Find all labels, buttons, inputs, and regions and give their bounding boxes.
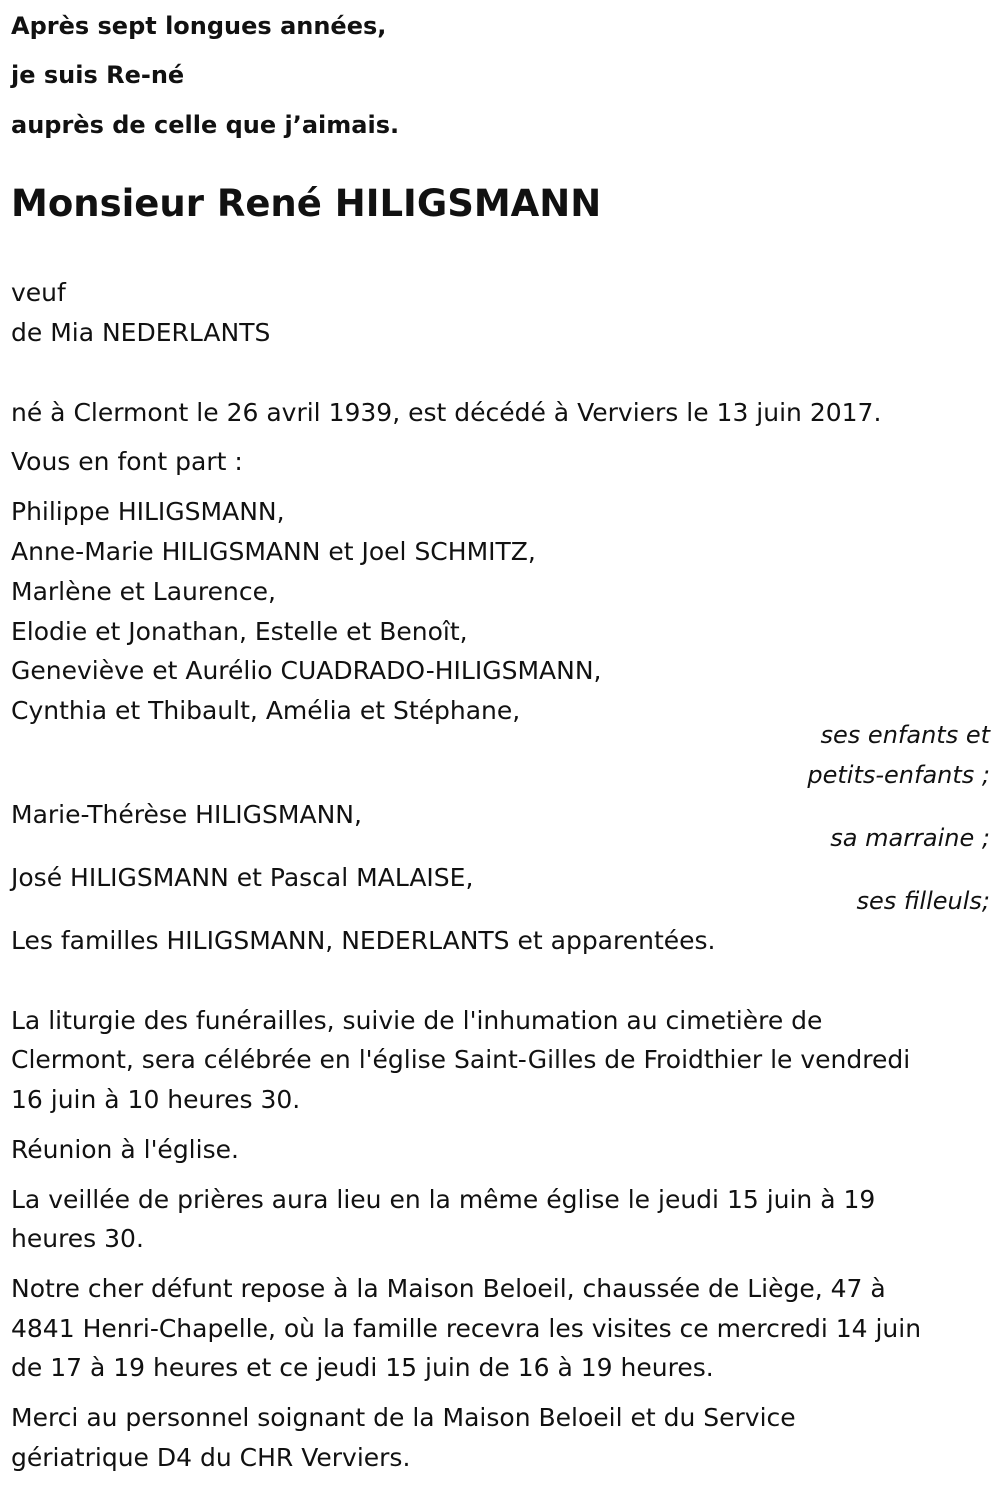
epigraph-line: je suis Re-né xyxy=(11,61,185,89)
meeting-line: Réunion à l'église. xyxy=(11,1135,239,1164)
deceased-name-title: Monsieur René HILIGSMANN xyxy=(11,182,602,225)
epigraph-line: auprès de celle que j’aimais. xyxy=(11,111,400,139)
rest-line: Notre cher défunt repose à la Maison Beloeil, chaussée de Liège, 47 à xyxy=(11,1274,886,1303)
vigil-line: heures 30. xyxy=(11,1224,144,1253)
relation-label-children: ses enfants et xyxy=(820,721,990,749)
liturgy-line: 16 juin à 10 heures 30. xyxy=(11,1085,301,1114)
family-member-line: Philippe HILIGSMANN, xyxy=(11,497,285,526)
thanks-line: Merci au personnel soignant de la Maison Beloeil et du Service xyxy=(11,1403,796,1432)
relation-label-children: petits-enfants ; xyxy=(807,761,990,789)
liturgy-line: Clermont, sera célébrée en l'église Saint-Gilles de Froidthier le vendredi xyxy=(11,1045,911,1074)
godmother-name: Marie-Thérèse HILIGSMANN, xyxy=(11,800,362,829)
relation-label-godchildren: ses filleuls; xyxy=(856,887,990,915)
family-member-line: Marlène et Laurence, xyxy=(11,577,276,606)
relation-label-godmother: sa marraine ; xyxy=(830,824,990,852)
rest-line: 4841 Henri-Chapelle, où la famille recevra les visites ce mercredi 14 juin xyxy=(11,1314,922,1343)
family-member-line: Anne-Marie HILIGSMANN et Joel SCHMITZ, xyxy=(11,537,536,566)
rest-line: de 17 à 19 heures et ce jeudi 15 juin de 16 à 19 heures. xyxy=(11,1353,714,1382)
godchildren-names: José HILIGSMANN et Pascal MALAISE, xyxy=(11,863,474,892)
family-member-line: Geneviève et Aurélio CUADRADO-HILIGSMANN, xyxy=(11,656,602,685)
families-line: Les familles HILIGSMANN, NEDERLANTS et apparentées. xyxy=(11,926,716,955)
vigil-line: La veillée de prières aura lieu en la même église le jeudi 15 juin à 19 xyxy=(11,1185,876,1214)
announce-line: Vous en font part : xyxy=(11,447,243,476)
family-member-line: Cynthia et Thibault, Amélia et Stéphane, xyxy=(11,696,521,725)
family-member-line: Elodie et Jonathan, Estelle et Benoît, xyxy=(11,617,468,646)
liturgy-line: La liturgie des funérailles, suivie de l'inhumation au cimetière de xyxy=(11,1006,823,1035)
spouse-line: de Mia NEDERLANTS xyxy=(11,318,271,347)
thanks-line: gériatrique D4 du CHR Verviers. xyxy=(11,1443,411,1472)
widower-line: veuf xyxy=(11,278,66,307)
epigraph-line: Après sept longues années, xyxy=(11,12,387,40)
birth-death-line: né à Clermont le 26 avril 1939, est décédé à Verviers le 13 juin 2017. xyxy=(11,398,882,427)
